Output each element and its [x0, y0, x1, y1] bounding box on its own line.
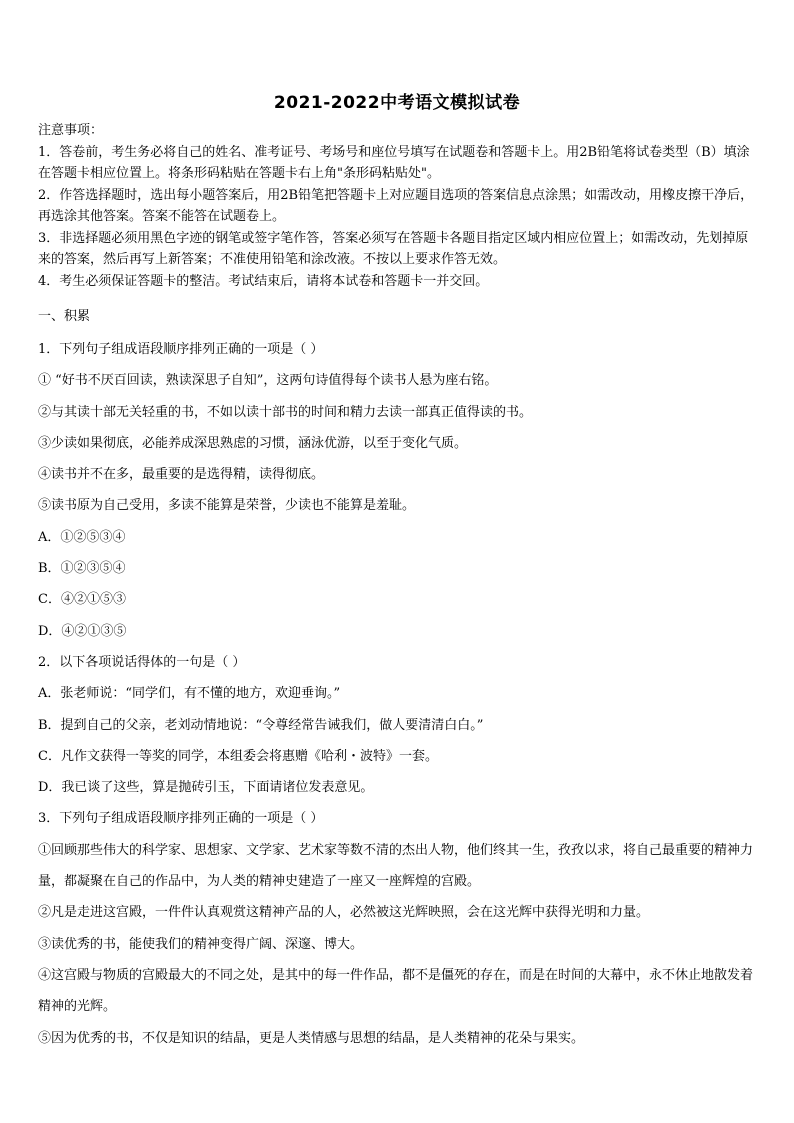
notice-item: 2．作答选择题时，选出每小题答案后，用2B铅笔把答题卡上对应题目选项的答案信息点涂黑；如需改动，用橡皮擦干净后，再选涂其他答案。答案不能答在试题卷上。 — [38, 187, 754, 224]
answer-option: A．张老师说：“同学们，有不懂的地方，欢迎垂询。” — [38, 686, 341, 702]
question-sentence: ④这宫殿与物质的宫殿最大的不同之处，是其中的每一件作品，都不是僵死的存在，而是在时间的大幕中，永不休止地散发着精神的光辉。 — [38, 967, 754, 1015]
page-title: 2021-2022中考语文模拟试卷 — [273, 93, 521, 113]
question-sentence: ②与其读十部无关轻重的书，不如以读十部书的时间和精力去读一部真正值得读的书。 — [38, 404, 533, 420]
answer-option: D．我已谈了这些，算是抛砖引玉，下面请诸位发表意见。 — [38, 780, 374, 796]
notice-item: 1．答卷前，考生务必将自己的姓名、准考证号、考场号和座位号填写在试题卷和答题卡上。用2B铅笔将试卷类型（B）填涂在答题卡相应位置上。将条形码粘贴在答题卡右上角"条形码粘贴处"。 — [38, 144, 750, 181]
notice-item: 3．非选择题必须用黑色字迹的钢笔或签字笔作答，答案必须写在答题卡各题目指定区域内相应位置上；如需改动，先划掉原来的答案，然后再写上新答案；不准使用铅笔和涂改液。不按以上要求作答无效。 — [38, 230, 749, 267]
answer-option: B．①②③⑤④ — [38, 561, 126, 577]
question-stem: 1．下列句子组成语段顺序排列正确的一项是（ ） — [38, 342, 324, 357]
question-sentence: ⑤读书原为自己受用，多读不能算是荣誉，少读也不能算是羞耻。 — [38, 498, 416, 514]
answer-option: C．④②①⑤③ — [38, 592, 126, 608]
question-sentence: ① “好书不厌百回读，熟读深思子自知”，这两句诗值得每个读书人悬为座右铭。 — [38, 373, 498, 389]
question-sentence: ③读优秀的书，能使我们的精神变得广阔、深邃、博大。 — [38, 936, 364, 952]
section-title: 一、积累 — [38, 309, 91, 324]
answer-option: B．提到自己的父亲，老刘动情地说：“令尊经常告诫我们，做人要清清白白。” — [38, 717, 484, 733]
notice-block — [38, 120, 760, 292]
answer-option: C．凡作文获得一等奖的同学，本组委会将惠赠《哈利・波特》一套。 — [38, 748, 438, 764]
question-sentence: ①回顾那些伟大的科学家、思想家、文学家、艺术家等数不清的杰出人物，他们终其一生，孜孜以求，将自己最重要的精神力量，都凝聚在自己的作品中，为人类的精神史建造了一座又一座辉煌的宫殿。 — [38, 842, 754, 890]
question-sentence: ④读书并不在多，最重要的是选得精，读得彻底。 — [38, 467, 325, 483]
answer-option: A．①②⑤③④ — [38, 529, 126, 545]
answer-option: D．④②①③⑤ — [38, 623, 127, 639]
question-sentence: ⑤因为优秀的书，不仅是知识的结晶，更是人类情感与思想的结晶，是人类精神的花朵与果实。 — [38, 1030, 585, 1046]
notice-item: 4．考生必须保证答题卡的整洁。考试结束后，请将本试卷和答题卡一并交回。 — [38, 273, 489, 289]
question-sentence: ③少读如果彻底，必能养成深思熟虑的习惯，涵泳优游，以至于变化气质。 — [38, 435, 468, 451]
notice-heading: 注意事项： — [38, 123, 104, 138]
question-stem: 2．以下各项说话得体的一句是（ ） — [38, 654, 246, 670]
question-body — [38, 306, 760, 1054]
question-sentence: ②凡是走进这宫殿，一件件认真观赏这精神产品的人，必然被这光辉映照，会在这光辉中获得光明和力量。 — [38, 905, 650, 921]
question-stem: 3．下列句子组成语段顺序排列正确的一项是（ ） — [38, 811, 324, 827]
